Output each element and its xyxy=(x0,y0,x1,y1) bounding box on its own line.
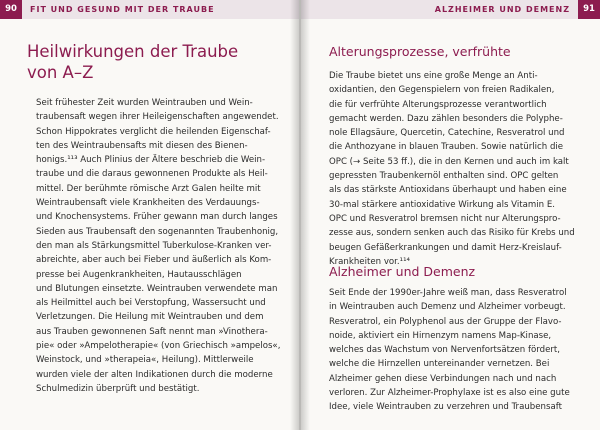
text-line: ten des Weintraubensafts mit diesen des Bienen- xyxy=(36,140,248,151)
text-line: Idee, viele Weintrauben zu verzehren und Traubensaft xyxy=(329,402,562,413)
text-line: verloren. Zur Alzheimer-Prophylaxe ist es also eine gute xyxy=(329,388,570,399)
text-line: OPC und Resveratrol bremsen nicht nur Alterungspro- xyxy=(329,213,561,224)
chapter-heading xyxy=(27,41,287,83)
text-line: 30-mal stärkere antioxidative Wirkung als Vitamin E. xyxy=(329,199,555,210)
text-line: presse bei Augenkrankheiten, Hautausschlägen xyxy=(36,269,242,280)
text-line: als Heilmittel auch bei Verstopfung, Wassersucht und xyxy=(36,298,266,309)
text-line: gepressten Traubenkernöl enthalten sind. OPC gelten xyxy=(329,171,559,182)
left-body-text xyxy=(36,96,291,396)
text-line: Die Traube bietet uns eine große Menge an Anti- xyxy=(329,71,538,81)
text-line: gemacht werden. Dazu zählen besonders die Polyphe- xyxy=(329,113,563,124)
text-line: die Anthozyane in blauen Trauben. Sowie natürlich die xyxy=(329,142,564,153)
text-line: Weintraubensaft viele Krankheiten des Verdauungs- xyxy=(36,198,260,209)
text-line: in Weintrauben auch Demenz und Alzheimer vorbeugt. xyxy=(329,302,566,313)
text-line: Weinstock, und »therapeia«, Heilung). Mittlerweile xyxy=(36,355,254,366)
text-line: oxidantien, den Gegenspielern von freien Radikalen, xyxy=(329,85,555,96)
text-line: nole Ellagsäure, Quercetin, Catechine, Resveratrol und xyxy=(329,128,565,139)
text-line: Verletzungen. Die Heilung mit Weintrauben und dem xyxy=(36,312,264,323)
text-line: Krankheiten vor.¹¹⁴ xyxy=(329,256,410,267)
text-line: Seit Ende der 1990er-Jahre weiß man, dass Resveratrol xyxy=(329,288,567,298)
text-line: Schon Hippokrates verglicht die heilenden Eigenschaf- xyxy=(36,126,271,137)
text-line: und Blutungen einsetzte. Weintrauben verwendete man xyxy=(36,283,278,294)
text-line: Alzheimer gehen diese Verbindungen nach und nach xyxy=(329,373,557,384)
text-line: und Knochensystems. Früher gewann man durch langes xyxy=(36,212,278,223)
right-page xyxy=(301,0,600,430)
section-heading-aging: Alterungsprozesse, verfrühte xyxy=(329,44,511,59)
alzheimer-body-text xyxy=(329,286,584,415)
text-line: OPC (→ Seite 53 ff.), die in den Kernen und auch im kalt xyxy=(329,156,569,167)
text-line: mittel. Der berühmte römische Arzt Galen heilte mit xyxy=(36,183,261,194)
text-line: Schulmedizin überprüft und bestätigt. xyxy=(36,383,200,394)
text-line: wurden viele der alten Indikationen durch die moderne xyxy=(36,369,273,380)
text-line: Resveratrol, ein Polyphenol aus der Gruppe der Flavo- xyxy=(329,316,562,327)
text-line: abreichte, aber auch bei Fieber und äußerlich als Kom- xyxy=(36,255,272,266)
text-line: die für verfrühte Alterungsprozesse verantwortlich xyxy=(329,99,547,110)
text-line: als das stärkste Antioxidans überhaupt und haben eine xyxy=(329,185,567,196)
text-line: zesse aus, sondern senken auch das Risiko für Krebs und xyxy=(329,228,575,239)
text-line: honigs.¹¹³ Auch Plinius der Ältere beschrieb die Wein- xyxy=(36,155,266,166)
text-line: welche die Hirnzellen untereinander vernetzen. Bei xyxy=(329,359,550,370)
text-line: aus Trauben gewonnenen Saft nennt man »Vinothera- xyxy=(36,326,268,337)
left-running-head: FIT UND GESUND MIT DER TRAUBE xyxy=(30,5,215,14)
section-heading-alzheimer: Alzheimer und Demenz xyxy=(329,264,476,279)
text-line: traube und die daraus gewonnenen Produkte als Heil- xyxy=(36,169,268,180)
chapter-heading-line-2: von A–Z xyxy=(27,63,94,82)
text-line: den man als Stärkungsmittel Tuberkulose-Kranken ver- xyxy=(36,240,272,251)
right-page-number: 91 xyxy=(578,0,600,19)
left-page xyxy=(0,0,299,430)
left-page-number: 90 xyxy=(0,0,22,19)
text-line: traubensaft wegen ihrer Heileigenschaften angewendet. xyxy=(36,112,279,123)
text-line: welches das Wachstum von Nervenfortsätzen fördert, xyxy=(329,345,560,356)
text-line: Seit frühester Zeit wurden Weintrauben und Wein- xyxy=(36,98,253,108)
chapter-heading-line-1: Heilwirkungen der Traube xyxy=(27,42,239,61)
right-header-band xyxy=(301,0,600,19)
text-line: pie« oder »Ampelotherapie« (von Griechisch »ampelos«, xyxy=(36,341,281,352)
text-line: Sieden aus Traubensaft den sogenannten Traubenhonig, xyxy=(36,226,279,237)
right-running-head: ALZHEIMER UND DEMENZ xyxy=(434,5,570,14)
left-header-band xyxy=(0,0,299,19)
text-line: noide, aktiviert ein Hirnenzym namens Map-Kinase, xyxy=(329,330,552,341)
aging-body-text xyxy=(329,69,584,269)
book-gutter-shadow xyxy=(290,0,310,430)
text-line: beugen Gefäßerkrankungen und damit Herz-Kreislauf- xyxy=(329,242,562,253)
